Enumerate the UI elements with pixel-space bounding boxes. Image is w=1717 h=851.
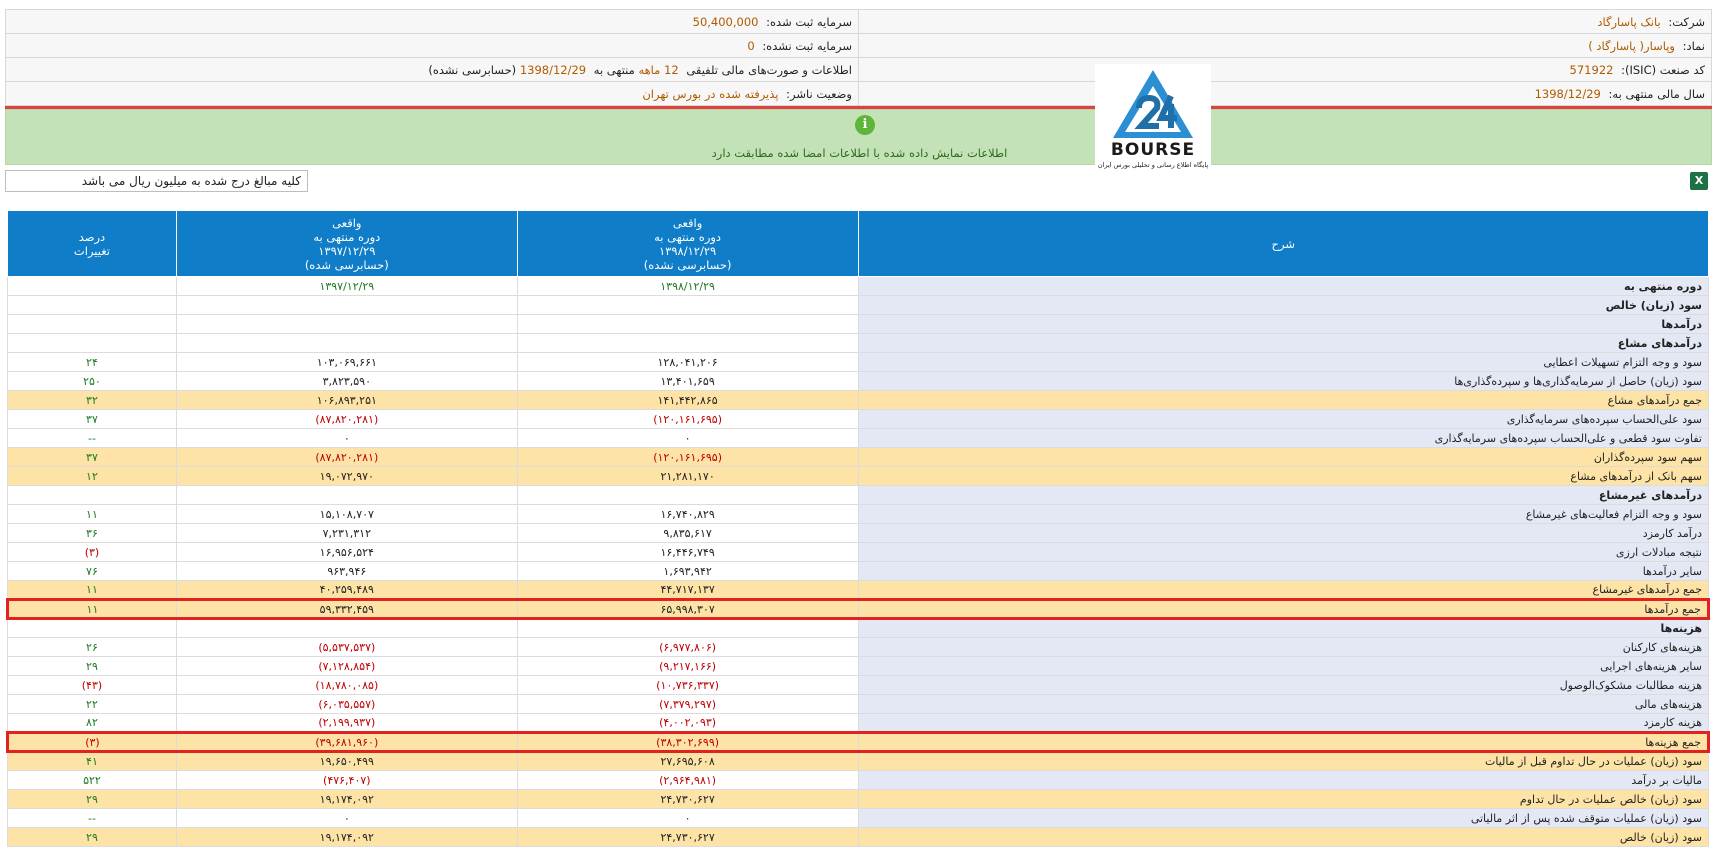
- capital-unregistered-cell: [6, 34, 859, 58]
- table-row: [8, 828, 1709, 847]
- table-header-row: [8, 211, 1709, 277]
- row-change-percent: --: [8, 809, 177, 828]
- financial-statement-table: [6, 210, 1710, 847]
- row-description: تفاوت سود قطعی و علی‌الحساب سپرده‌های سرمایه‌گذاری: [858, 429, 1709, 448]
- table-row: [8, 581, 1709, 600]
- row-change-percent: ۱۱: [8, 505, 177, 524]
- row-description: نتیجه مبادلات ارزی: [858, 543, 1709, 562]
- row-change-percent: ۲۹: [8, 790, 177, 809]
- row-description: سایر درآمدها: [858, 562, 1709, 581]
- row-previous-value: (۵,۵۳۷,۵۳۷): [176, 638, 517, 657]
- row-change-percent: ۴۱: [8, 752, 177, 771]
- row-description: درآمد کارمزد: [858, 524, 1709, 543]
- row-description: سایر هزینه‌های اجرایی: [858, 657, 1709, 676]
- row-current-value: (۱۲۰,۱۶۱,۶۹۵): [517, 448, 858, 467]
- row-previous-value: [176, 619, 517, 638]
- row-current-value: ۱۶,۷۴۰,۸۲۹: [517, 505, 858, 524]
- table-row: [8, 619, 1709, 638]
- row-change-percent: ۲۲: [8, 695, 177, 714]
- company-cell: [859, 10, 1712, 34]
- row-description: جمع درآمدهای مشاع: [858, 391, 1709, 410]
- table-row: [8, 752, 1709, 771]
- row-change-percent: ۲۹: [8, 828, 177, 847]
- report-title-label: اطلاعات و صورت‌های مالی تلفیقی: [686, 62, 852, 77]
- table-row: [8, 600, 1709, 619]
- row-change-percent: [8, 334, 177, 353]
- symbol-value[interactable]: وپاسار( پاسارگاد ): [1588, 38, 1675, 53]
- row-description: سود (زیان) حاصل از سرمایه‌گذاری‌ها و سپرده‌گذاری‌ها: [858, 372, 1709, 391]
- row-change-percent: (۳): [8, 733, 177, 752]
- row-change-percent: (۳): [8, 543, 177, 562]
- row-description: جمع درآمدهای غیرمشاع: [858, 581, 1709, 600]
- table-row: [8, 524, 1709, 543]
- report-date-value: 1398/12/29: [519, 62, 587, 77]
- row-current-value: (۷,۳۷۹,۲۹۷): [517, 695, 858, 714]
- row-current-value: ۱۶,۴۴۶,۷۴۹: [517, 543, 858, 562]
- table-row: [8, 562, 1709, 581]
- row-current-value: [517, 486, 858, 505]
- row-previous-value: (۲,۱۹۹,۹۳۷): [176, 714, 517, 733]
- row-previous-value: (۳۹,۶۸۱,۹۶۰): [176, 733, 517, 752]
- capital-registered-value: 50,400,000: [692, 14, 759, 29]
- row-description: سود (زیان) خالص عملیات در حال تداوم: [858, 790, 1709, 809]
- row-description: سود (زیان) خالص: [858, 296, 1709, 315]
- row-change-percent: ۳۲: [8, 391, 177, 410]
- fiscal-year-label: سال مالی منتهی به:: [1608, 86, 1705, 101]
- row-description: سهم سود سپرده‌گذاران: [858, 448, 1709, 467]
- row-change-percent: ۵۲۲: [8, 771, 177, 790]
- row-description: هزینه‌های مالی: [858, 695, 1709, 714]
- row-previous-value: (۸۷,۸۲۰,۲۸۱): [176, 448, 517, 467]
- row-change-percent: ۱۲: [8, 467, 177, 486]
- row-change-percent: ۳۷: [8, 410, 177, 429]
- row-previous-value: ۱۵,۱۰۸,۷۰۷: [176, 505, 517, 524]
- row-description: دوره منتهی به: [858, 277, 1709, 296]
- issuer-status-label: وضعیت ناشر:: [786, 86, 852, 101]
- fiscal-year-cell: [859, 82, 1712, 106]
- info-icon: i: [855, 115, 875, 135]
- row-change-percent: ۲۴: [8, 353, 177, 372]
- row-description: جمع هزینه‌ها: [858, 733, 1709, 752]
- company-value[interactable]: بانک پاسارگاد: [1597, 14, 1661, 29]
- fiscal-year-value: 1398/12/29: [1534, 86, 1601, 101]
- row-current-value: ۴۴,۷۱۷,۱۳۷: [517, 581, 858, 600]
- table-row: [8, 315, 1709, 334]
- table-row: [8, 277, 1709, 296]
- row-previous-value: [176, 486, 517, 505]
- row-current-value: (۹,۲۱۷,۱۶۶): [517, 657, 858, 676]
- row-change-percent: ۲۶: [8, 638, 177, 657]
- table-row: [8, 353, 1709, 372]
- company-info-table: [5, 9, 1712, 106]
- row-previous-value: ۴۰,۲۵۹,۴۸۹: [176, 581, 517, 600]
- row-change-percent: ۸۲: [8, 714, 177, 733]
- table-row: [8, 657, 1709, 676]
- row-current-value: (۶,۹۷۷,۸۰۶): [517, 638, 858, 657]
- units-note: کلیه مبالغ درج شده به میلیون ریال می باشد: [5, 170, 308, 192]
- row-previous-value: (۱۸,۷۸۰,۰۸۵): [176, 676, 517, 695]
- row-description: سهم بانک از درآمدهای مشاع: [858, 467, 1709, 486]
- row-change-percent: [8, 486, 177, 505]
- verification-notice: [5, 109, 1712, 165]
- row-change-percent: ۳۷: [8, 448, 177, 467]
- capital-unregistered-label: سرمایه ثبت نشده:: [762, 38, 852, 53]
- col-header-current-period: واقعی دوره منتهی به ۱۳۹۸/۱۲/۲۹ (حسابرسی نشده): [517, 211, 858, 277]
- row-previous-value: ۷,۲۳۱,۳۱۲: [176, 524, 517, 543]
- table-row: [8, 790, 1709, 809]
- row-description: درآمدهای مشاع: [858, 334, 1709, 353]
- row-change-percent: ۲۵۰: [8, 372, 177, 391]
- row-current-value: [517, 315, 858, 334]
- row-description: سود (زیان) عملیات متوقف شده پس از اثر مالیاتی: [858, 809, 1709, 828]
- capital-registered-label: سرمایه ثبت شده:: [766, 14, 852, 29]
- table-row: [8, 334, 1709, 353]
- row-current-value: (۱۲۰,۱۶۱,۶۹۵): [517, 410, 858, 429]
- bourse24-logo: [1095, 64, 1211, 174]
- table-row: [8, 543, 1709, 562]
- row-current-value: ۶۵,۹۹۸,۳۰۷: [517, 600, 858, 619]
- row-previous-value: ۱۹,۰۷۲,۹۷۰: [176, 467, 517, 486]
- row-current-value: ۱۳,۴۰۱,۶۵۹: [517, 372, 858, 391]
- row-current-value: ۲۴,۷۳۰,۶۲۷: [517, 828, 858, 847]
- isic-cell: [859, 58, 1712, 82]
- table-row: [8, 676, 1709, 695]
- table-row: [8, 467, 1709, 486]
- row-description: درآمدها: [858, 315, 1709, 334]
- row-description: سود (زیان) خالص: [858, 828, 1709, 847]
- row-current-value: (۱۰,۷۳۶,۳۳۷): [517, 676, 858, 695]
- row-previous-value: ۵۹,۳۳۲,۴۵۹: [176, 600, 517, 619]
- row-change-percent: ۳۶: [8, 524, 177, 543]
- row-previous-value: [176, 315, 517, 334]
- table-row: [8, 429, 1709, 448]
- row-previous-value: [176, 334, 517, 353]
- row-previous-value: ۱۰۶,۸۹۳,۲۵۱: [176, 391, 517, 410]
- isic-label: کد صنعت (ISIC):: [1621, 62, 1705, 77]
- row-change-percent: ۱۱: [8, 581, 177, 600]
- row-previous-value: ۹۶۳,۹۴۶: [176, 562, 517, 581]
- row-description: هزینه‌های کارکنان: [858, 638, 1709, 657]
- table-row: [8, 410, 1709, 429]
- table-row: [8, 486, 1709, 505]
- row-previous-value: ۳,۸۲۳,۵۹۰: [176, 372, 517, 391]
- row-description: هزینه کارمزد: [858, 714, 1709, 733]
- row-current-value: ۱۴۱,۴۴۲,۸۶۵: [517, 391, 858, 410]
- row-description: هزینه‌ها: [858, 619, 1709, 638]
- table-row: [8, 448, 1709, 467]
- company-label: شرکت:: [1668, 14, 1705, 29]
- row-description: درآمدهای غیرمشاع: [858, 486, 1709, 505]
- logo-triangle-icon: [1095, 64, 1211, 144]
- issuer-status-value: پذیرفته شده در بورس تهران: [642, 86, 779, 101]
- row-current-value: [517, 296, 858, 315]
- col-header-description: شرح: [858, 211, 1709, 277]
- row-previous-value: ۱۰۳,۰۶۹,۶۶۱: [176, 353, 517, 372]
- table-row: [8, 809, 1709, 828]
- row-change-percent: [8, 315, 177, 334]
- row-previous-value: (۴۷۶,۴۰۷): [176, 771, 517, 790]
- table-row: [8, 638, 1709, 657]
- row-previous-value: ۱۹,۱۷۴,۰۹۲: [176, 828, 517, 847]
- table-row: [8, 695, 1709, 714]
- row-change-percent: [8, 296, 177, 315]
- row-change-percent: ۷۶: [8, 562, 177, 581]
- row-current-value: [517, 334, 858, 353]
- row-change-percent: ۲۹: [8, 657, 177, 676]
- report-title-cell: [6, 58, 859, 82]
- report-audit-status: (حسابرسی نشده): [428, 62, 517, 77]
- symbol-label: نماد:: [1682, 38, 1705, 53]
- row-change-percent: [8, 619, 177, 638]
- row-description: سود و وجه التزام فعالیت‌های غیرمشاع: [858, 505, 1709, 524]
- row-previous-value: ۱۶,۹۵۶,۵۲۴: [176, 543, 517, 562]
- row-current-value: ۱۲۸,۰۴۱,۲۰۶: [517, 353, 858, 372]
- row-previous-value: ۰: [176, 809, 517, 828]
- row-change-percent: [8, 277, 177, 296]
- report-to-label: منتهی به: [593, 62, 635, 77]
- table-row: [8, 505, 1709, 524]
- row-current-value: (۴,۰۰۲,۰۹۳): [517, 714, 858, 733]
- excel-export-icon[interactable]: X: [1690, 172, 1708, 190]
- row-description: سود (زیان) عملیات در حال تداوم قبل از مالیات: [858, 752, 1709, 771]
- row-current-value: ۱,۶۹۳,۹۴۲: [517, 562, 858, 581]
- verification-message: اطلاعات نمایش داده شده با اطلاعات امضا شده مطابقت دارد: [711, 146, 1008, 160]
- row-previous-value: ۱۹,۱۷۴,۰۹۲: [176, 790, 517, 809]
- row-change-percent: ۱۱: [8, 600, 177, 619]
- row-current-value: ۲۷,۶۹۵,۶۰۸: [517, 752, 858, 771]
- row-previous-value: ۰: [176, 429, 517, 448]
- table-row: [8, 372, 1709, 391]
- capital-registered-cell: [6, 10, 859, 34]
- row-previous-value: (۸۷,۸۲۰,۲۸۱): [176, 410, 517, 429]
- isic-value: 571922: [1569, 62, 1614, 77]
- logo-wordmark: BOURSE: [1110, 140, 1196, 160]
- row-current-value: ۲۴,۷۳۰,۶۲۷: [517, 790, 858, 809]
- row-current-value: ۹,۸۳۵,۶۱۷: [517, 524, 858, 543]
- symbol-cell: [859, 34, 1712, 58]
- row-current-value: ۱۳۹۸/۱۲/۲۹: [517, 277, 858, 296]
- row-current-value: (۳۸,۳۰۲,۶۹۹): [517, 733, 858, 752]
- row-current-value: ۰: [517, 429, 858, 448]
- col-header-change-percent: درصد تغییرات: [8, 211, 177, 277]
- row-previous-value: (۷,۱۲۸,۸۵۴): [176, 657, 517, 676]
- table-row: [8, 771, 1709, 790]
- col-header-previous-period: واقعی دوره منتهی به ۱۳۹۷/۱۲/۲۹ (حسابرسی شده): [176, 211, 517, 277]
- table-row: [8, 733, 1709, 752]
- row-current-value: ۰: [517, 809, 858, 828]
- capital-unregistered-value: 0: [747, 38, 755, 53]
- row-description: مالیات بر درآمد: [858, 771, 1709, 790]
- row-description: جمع درآمدها: [858, 600, 1709, 619]
- row-change-percent: --: [8, 429, 177, 448]
- row-description: سود علی‌الحساب سپرده‌های سرمایه‌گذاری: [858, 410, 1709, 429]
- row-previous-value: (۶,۰۳۵,۵۵۷): [176, 695, 517, 714]
- row-current-value: [517, 619, 858, 638]
- report-period-value: 12 ماهه: [638, 62, 679, 77]
- table-row: [8, 391, 1709, 410]
- logo-subtitle: پایگاه اطلاع رسانی و تحلیلی بورس ایران: [1097, 161, 1209, 169]
- row-previous-value: ۱۳۹۷/۱۲/۲۹: [176, 277, 517, 296]
- row-current-value: (۲,۹۶۴,۹۸۱): [517, 771, 858, 790]
- table-row: [8, 296, 1709, 315]
- row-previous-value: [176, 296, 517, 315]
- issuer-status-cell: [6, 82, 859, 106]
- row-description: هزینه مطالبات مشکوک‌الوصول: [858, 676, 1709, 695]
- row-previous-value: ۱۹,۶۵۰,۴۹۹: [176, 752, 517, 771]
- row-description: سود و وجه التزام تسهیلات اعطایی: [858, 353, 1709, 372]
- row-current-value: ۲۱,۲۸۱,۱۷۰: [517, 467, 858, 486]
- row-change-percent: (۴۳): [8, 676, 177, 695]
- table-row: [8, 714, 1709, 733]
